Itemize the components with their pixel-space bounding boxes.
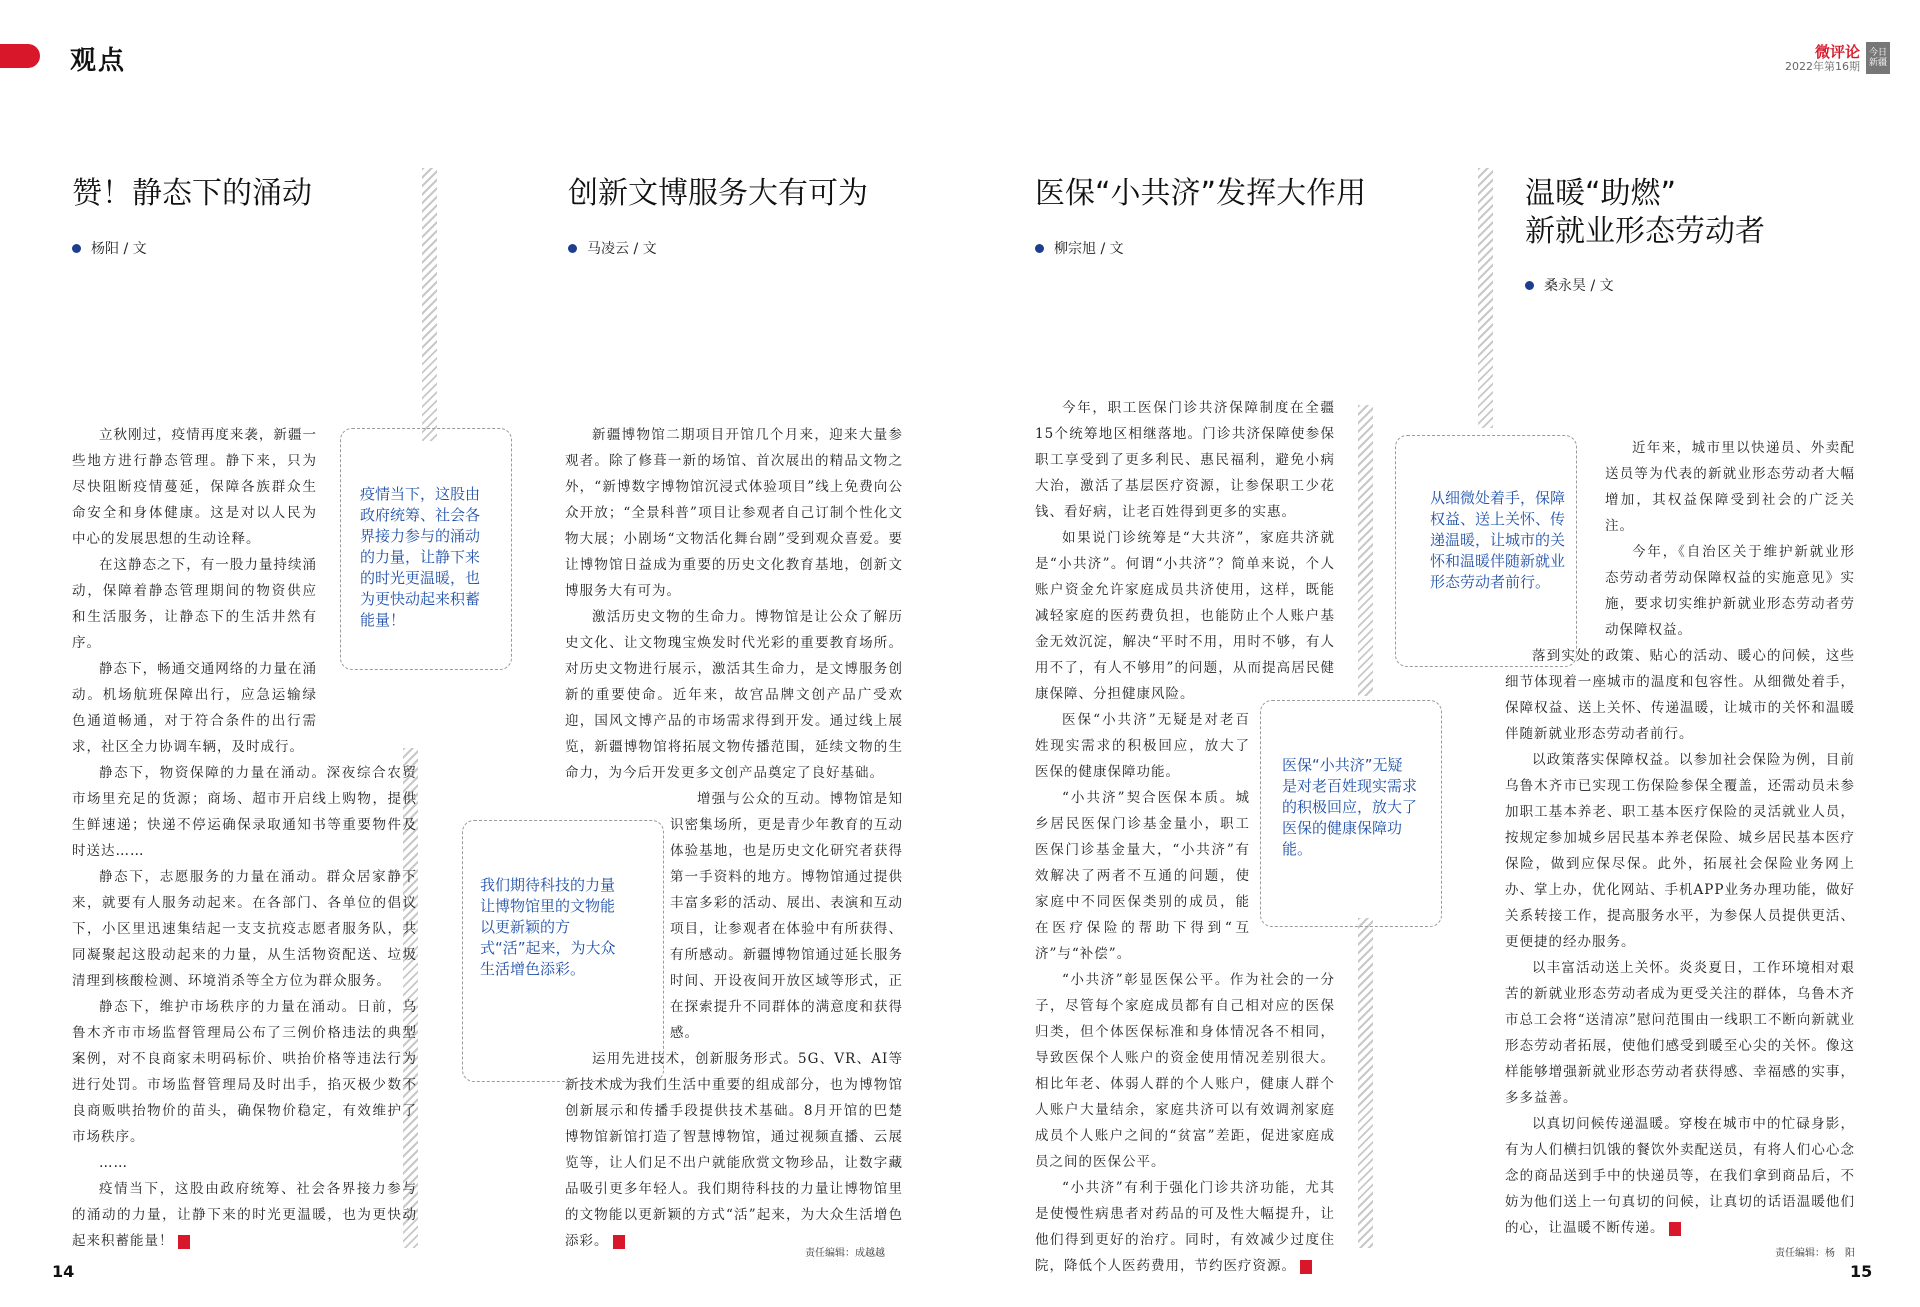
editor-credit-left: 责任编辑：成越越	[805, 1248, 885, 1259]
section-title: 观点	[70, 46, 127, 76]
article-3-title: 医保“小共济”发挥大作用	[1035, 176, 1367, 211]
article-1-author: 杨阳 / 文	[91, 241, 147, 257]
paragraph	[1505, 1111, 1855, 1241]
bullet-dot	[72, 244, 81, 253]
article-1-byline	[72, 238, 147, 258]
article-2-pullquote: 我们期待科技的力量让博物馆里的文物能以更新颖的方式“活”起来，为大众生活增色添彩。	[480, 876, 616, 978]
bullet-dot	[1525, 281, 1534, 290]
separator-hatch	[1358, 405, 1373, 696]
closing-text: “小共济”有利于强化门诊共济功能，尤其是使慢性病患者对药品的可及性大幅提升，让他们得到更好的治疗。同时，有效减少过度住院，降低个人医药费用，节约医疗资源。	[1035, 1180, 1335, 1274]
paragraph: 静态下，维护市场秩序的力量在涌动。日前，乌鲁木齐市市场监督管理局公布了三例价格违法的典型案例，对不良商家未明码标价、哄抬价格等违法行为进行处罚。市场监督管理局及时出手，掐灭极少数不良商贩哄抬物价的苗头，确保物价稳定，有效维护了市场秩序。	[72, 999, 417, 1145]
article-3-author: 柳宗旭 / 文	[1054, 241, 1124, 257]
magazine-logo: 今日新疆	[1866, 42, 1890, 74]
paragraph: 激活历史文物的生命力。博物馆是让公众了解历史文化、让文物瑰宝焕发时代光彩的重要教育场所。对历史文物进行展示，激活其生命力，是文博服务创新的重要使命。近年来，故宫品牌文创产品广受欢迎，国风文博产品的市场需求得到开发。通过线上展览，新疆博物馆将拓展文物传播范围，延续文物的生命力，为今后开发更多文创产品奠定了良好基础。	[565, 609, 903, 781]
article-2-title: 创新文博服务大有可为	[568, 176, 868, 211]
article-4-author: 桑永昊 / 文	[1544, 278, 1614, 294]
article-1-title: 赞！静态下的涌动	[72, 176, 312, 211]
separator-hatch	[422, 168, 437, 441]
paragraph: 立秋刚过，疫情再度来袭，新疆一些地方进行静态管理。静下来，只为尽快阻断疫情蔓延，保障各族群众生命安全和身体健康。这是对以人民为中心的发展思想的生动诠释。	[72, 427, 317, 547]
paragraph: 以丰富活动送上关怀。炎炎夏日，工作环境相对艰苦的新就业形态劳动者成为更受关注的群体，乌鲁木齐市总工会将“送清凉”慰问范围由一线职工不断向新就业形态劳动者拓展，使他们感受到暖至心尖的关怀。像这样能够增强新就业形态劳动者获得感、幸福感的实事，多多益善。	[1505, 960, 1855, 1106]
closing-text: 运用先进技术，创新服务形式。5G、VR、AI等新技术成为我们生活中重要的组成部分，也为博物馆创新展示和传播手段提供技术基础。8月开馆的巴楚博物馆新馆打造了智慧博物馆，通过视频直播、云展览等，让人们足不出户就能欣赏文物珍品，让数字藏品吸引更多年轻人。我们期待科技的力量让博物馆里的文物能以更新颖的方式“活”起来，为大众生活增色添彩。	[565, 1051, 903, 1249]
editor-credit-right: 责任编辑：杨 阳	[1775, 1248, 1855, 1259]
article-4-pullquote: 从细微处着手，保障权益、送上关怀、传递温暖，让城市的关怀和温暖伴随新就业形态劳动者前行。	[1430, 489, 1566, 591]
paragraph: 如果说门诊统筹是“大共济”，家庭共济就是“小共济”。何谓“小共济”？简单来说，个人账户资金允许家庭成员共济使用，这样，既能减轻家庭的医药费负担，也能防止个人账户基金无效沉淀，解决“平时不用，用时不够，有人用不了，有人不够用”的问题，从而提高居民健康保障、分担健康风险。	[1035, 530, 1335, 702]
article-3-pullquote: 医保“小共济”无疑是对老百姓现实需求的积极回应，放大了医保的健康保障功能。	[1282, 756, 1418, 858]
section-marker	[0, 44, 40, 68]
paragraph: 新疆博物馆二期项目开馆几个月来，迎来大量参观者。除了修葺一新的场馆、首次展出的精品文物之外，“新博数字博物馆沉浸式体验项目”线上免费向公众开放；“全景科普”项目让参观者自己订制个性化文物大展；小剧场“文物活化舞台剧”受到观众喜爱。要让博物馆日益成为重要的历史文化教育基地，创新文博服务大有可为。	[565, 427, 903, 599]
paragraph: 今年，职工医保门诊共济保障制度在全疆15个统筹地区相继落地。门诊共济保障使参保职工享受到了更多利民、惠民福利，避免小病大治，激活了基层医疗资源，让参保职工少花钱、看好病，让老百姓得到更多的实惠。	[1035, 400, 1335, 520]
article-4-title-line1: 温暖“助燃”	[1525, 176, 1677, 211]
page-number-right: 15	[1850, 1262, 1873, 1281]
closing-text: 以真切问候传递温暖。穿梭在城市中的忙碌身影，有为人们横扫饥饿的餐饮外卖配送员，有将人们心心念念的商品送到手中的快递员等，在我们拿到商品后，不妨为他们送上一句真切的问候，让真切的话语温暖他们的心，让温暖不断传递。	[1505, 1116, 1855, 1236]
bullet-dot	[1035, 244, 1044, 253]
paragraph: ……	[99, 1155, 128, 1171]
page-number-left: 14	[52, 1262, 75, 1281]
article-4-title-line2: 新就业形态劳动者	[1525, 214, 1765, 249]
paragraph: 以政策落实保障权益。以参加社会保险为例，目前乌鲁木齐市已实现工伤保险参保全覆盖，还需动员未参加职工基本养老、职工基本医疗保险的灵活就业人员，按规定参加城乡居民基本养老保险、城乡居民基本医疗保险，做到应保尽保。此外，拓展社会保险业务网上办、掌上办，优化网站、手机APP业务办理功能，做好关系转接工作，提高服务水平，为参保人员提供更活、更便捷的经办服务。	[1505, 752, 1855, 950]
end-mark	[1300, 1260, 1312, 1274]
paragraph: 医保“小共济”无疑是对老百姓现实需求的积极回应，放大了医保的健康保障功能。	[1035, 712, 1250, 780]
paragraph: 静态下，志愿服务的力量在涌动。群众居家静下来，就要有人服务动起来。在各部门、各单位的倡议下，小区里迅速集结起一支支抗疫志愿者服务队，共同凝聚起这股动起来的力量，从生活物资配送、垃圾清理到核酸检测、环境消杀等全方位为群众服务。	[72, 869, 417, 989]
bullet-dot	[568, 244, 577, 253]
masthead	[1785, 40, 1890, 76]
separator-hatch	[1358, 918, 1373, 1248]
paragraph: 近年来，城市里以快递员、外卖配送员等为代表的新就业形态劳动者大幅增加，其权益保障受到社会的广泛关注。	[1605, 440, 1855, 534]
article-4-byline	[1525, 275, 1614, 295]
paragraph: “小共济”彰显医保公平。作为社会的一分子，尽管每个家庭成员都有自己相对应的医保归类，但个体医保标准和身体情况各不相同，导致医保个人账户的资金使用情况差别很大。相比年老、体弱人群的个人账户，健康人群个人账户大量结余，家庭共济可以有效调剂家庭成员个人账户之间的“贫富”差距，促进家庭成员之间的医保公平。	[1035, 972, 1335, 1170]
paragraph: 静态下，物资保障的力量在涌动。深夜综合农贸市场里充足的货源；商场、超市开启线上购物，提供生鲜速递；快递不停运确保录取通知书等重要物件及时送达……	[72, 765, 417, 859]
separator-hatch	[1478, 168, 1493, 428]
paragraph: 静态下，畅通交通网络的力量在涌动。机场航班保障出行，应急运输绿色通道畅通，对于符合条件的出行需求，社区全力协调车辆，及时成行。	[72, 661, 317, 755]
end-mark	[1669, 1222, 1681, 1236]
article-1-pullquote: 疫情当下，这股由政府统筹、社会各界接力参与的涌动的力量，让静下来的时光更温暖，也为更快动起来积蓄能量！	[360, 485, 481, 629]
issue-number: 2022年第16期	[1785, 59, 1860, 73]
closing-text: 疫情当下，这股由政府统筹、社会各界接力参与的涌动的力量，让静下来的时光更温暖，也为更快动起来积蓄能量！	[72, 1181, 417, 1249]
article-2-author: 马凌云 / 文	[587, 241, 657, 257]
paragraph: “小共济”契合医保本质。城乡居民医保门诊基金量小，职工医保门诊基金量大，“小共济”有效解决了两者不互通的问题，使家庭中不同医保类别的成员，能在医疗保险的帮助下得到“互济”与“补偿”。	[1035, 790, 1250, 962]
end-mark	[613, 1235, 625, 1249]
paragraph: 增强与公众的互动。博物馆是知识密集场所，更是青少年教育的互动体验基地，也是历史文化研究者获得第一手资料的地方。博物馆通过提供丰富多彩的活动、展出、表演和互动项目，让参观者在体验中有所获得、有所感动。新疆博物馆通过延长服务时间、开设夜间开放区域等形式，正在探索提升不同群体的满意度和获得感。	[670, 791, 903, 1041]
paragraph	[72, 1176, 417, 1254]
article-2-byline	[568, 238, 657, 258]
brand-name: 微评论	[1814, 42, 1860, 61]
paragraph: 在这静态之下，有一股力量持续涌动，保障着静态管理期间的物资供应和生活服务，让静态下的生活井然有序。	[72, 557, 317, 651]
article-3-byline	[1035, 238, 1124, 258]
end-mark	[178, 1235, 190, 1249]
paragraph: 今年，《自治区关于维护新就业形态劳动者劳动保障权益的实施意见》实施，要求切实维护新就业形态劳动者劳动保障权益。	[1605, 544, 1855, 638]
article-4-title	[1525, 175, 1765, 251]
paragraph: 落到实处的政策、贴心的活动、暖心的问候，这些细节体现着一座城市的温度和包容性。从细微处着手，保障权益、送上关怀、传递温暖，让城市的关怀和温暖伴随新就业形态劳动者前行。	[1505, 648, 1855, 742]
paragraph	[1035, 1175, 1335, 1279]
